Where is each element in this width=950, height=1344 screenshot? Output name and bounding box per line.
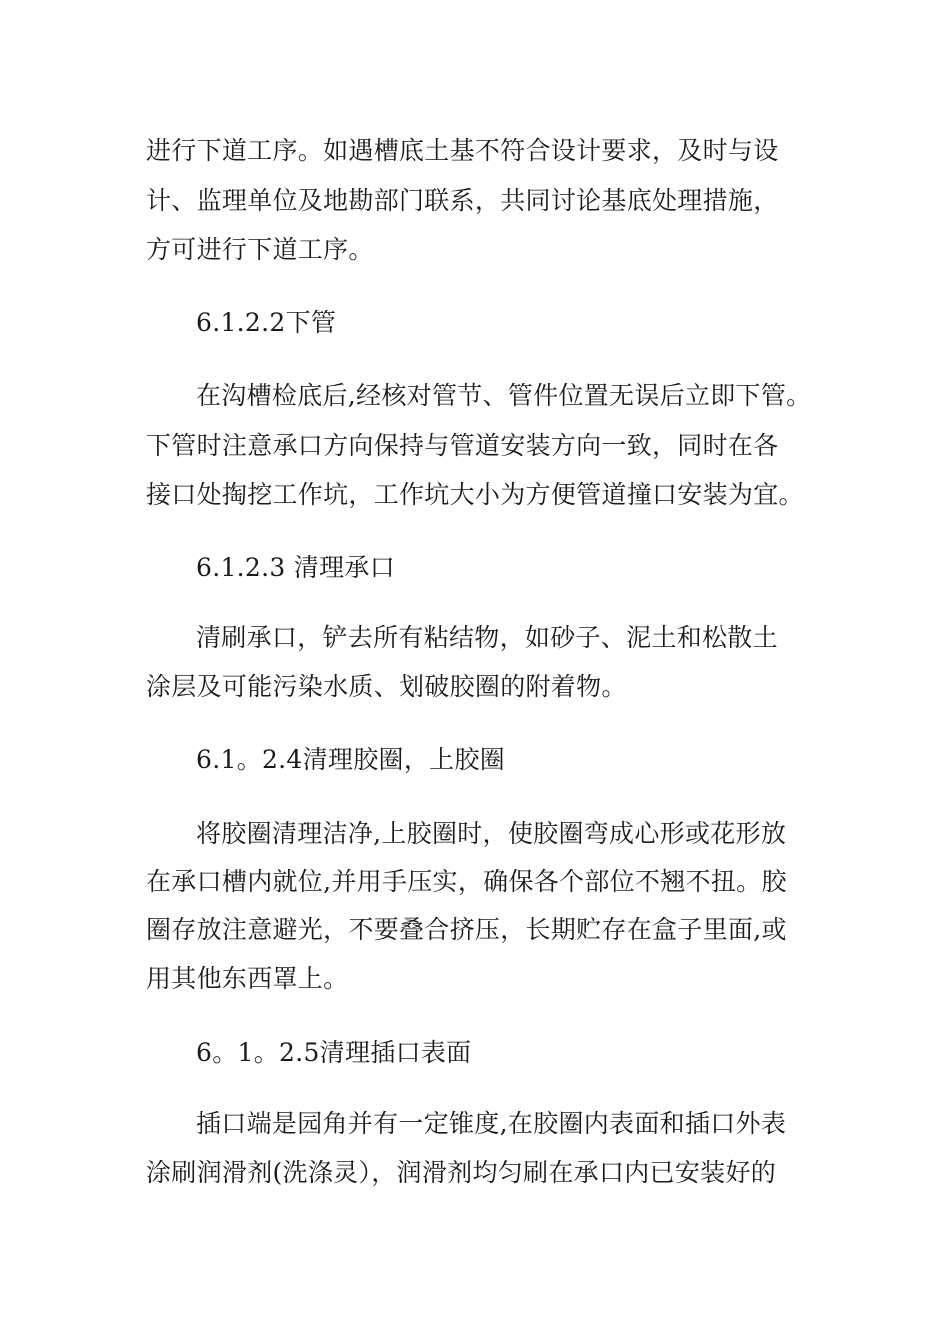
section-heading: 6.1。2.4清理胶圈，上胶圈 [196,745,506,774]
paragraph-line: 清刷承口，铲去所有粘结物，如砂子、泥土和松散土 [196,623,778,652]
paragraph-line: 进行下道工序。如遇槽底土基不符合设计要求，及时与设 [146,136,779,165]
paragraph-line: 方可进行下道工序。 [146,235,374,264]
paragraph-line: 涂层及可能污染水质、划破胶圈的附着物。 [146,672,627,701]
paragraph-line: 下管时注意承口方向保持与管道安装方向一致，同时在各 [146,431,779,460]
paragraph-line: 计、监理单位及地勘部门联系，共同讨论基底处理措施， [146,186,779,215]
section-heading: 6。1。2.5清理插口表面 [196,1038,472,1067]
section-heading: 6.1.2.3 清理承口 [196,553,396,582]
paragraph-line: 涂刷润滑剂(洗涤灵），润滑剂均匀刷在承口内已安装好的 [146,1158,777,1187]
section-heading: 6.1.2.2下管 [196,308,337,337]
paragraph-line: 插口端是园角并有一定锥度,在胶圈内表面和插口外表 [196,1109,787,1138]
paragraph-line: 在沟槽检底后,经核对管节、管件位置无误后立即下管。 [196,381,812,410]
paragraph-line: 接口处掏挖工作坑，工作坑大小为方便管道撞口安装为宜。 [146,480,804,509]
paragraph-line: 圈存放注意避光，不要叠合挤压，长期贮存在盒子里面,或 [146,915,787,944]
paragraph-line: 用其他东西罩上。 [146,964,349,993]
paragraph-line: 将胶圈清理洁净,上胶圈时，使胶圈弯成心形或花形放 [196,819,787,848]
paragraph-line: 在承口槽内就位,并用手压实，确保各个部位不翘不扭。胶 [146,867,787,896]
